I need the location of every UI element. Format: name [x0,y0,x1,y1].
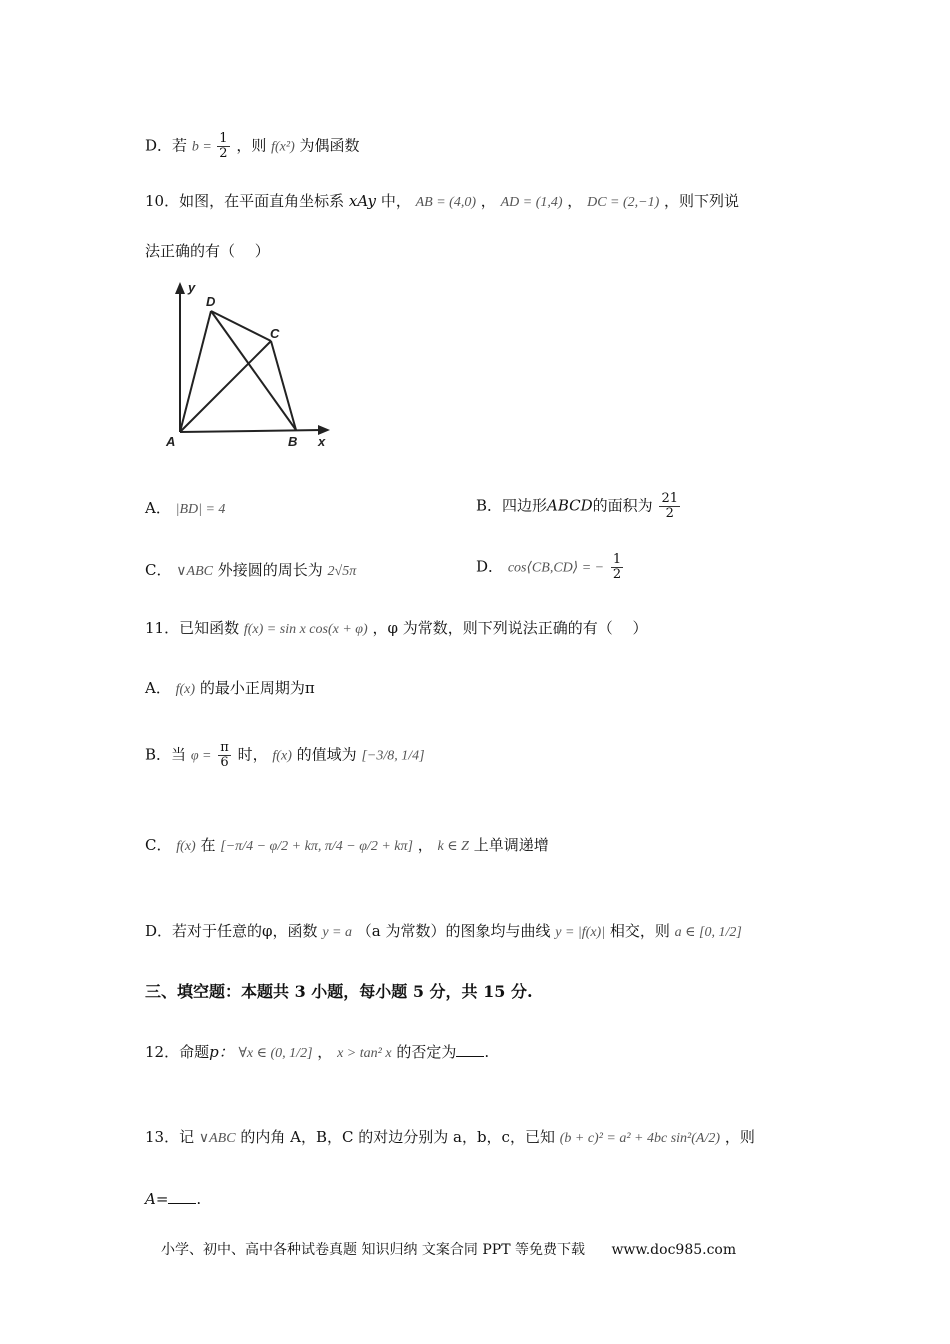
segment-ac [180,341,271,432]
q11-option-c: C． f(x) 在 [−π/4 − φ/2 + kπ, π/4 − φ/2 + kπ] ， k ∈ Z 上单调递增 [145,836,549,854]
label-x: x [318,434,326,449]
section-heading: 三、填空题：本题共 3 小题，每小题 5 分，共 15 分. [145,982,533,1001]
q10-option-a: A． |BD| = 4 [145,499,226,517]
answer-blank[interactable] [456,1042,484,1057]
answer-blank[interactable] [168,1189,196,1204]
footer-link[interactable]: www.doc985.com [611,1242,737,1258]
fraction: $\frac{1}{2}$ [219,131,228,161]
y-arrow-icon [175,282,185,294]
q10-option-b: B．四边形ABCD的面积为 $\frac{21}{2}$ [476,491,679,521]
q10-stem: 10．如图，在平面直角坐标系 xAy 中， AB = (4,0) ， AD = (1,4) ， DC = (2,−1) ，则下列说 [145,192,740,210]
q10-option-c: C． ∨ABC 外接圆的周长为 2√5π [145,561,357,579]
q12-stem: 12．命题p： ∀x ∈ (0, 1/2] ， x > tan² x 的否定为 . [145,1043,490,1061]
label-d: D [206,294,216,309]
q13-stem-line2: A= . [145,1190,202,1208]
label-y: y [188,280,196,295]
q10-figure [160,280,340,450]
q10-stem-line2: 法正确的有（ ） [145,242,270,260]
q11-option-a: A． f(x) 的最小正周期为π [145,679,315,697]
segment-dc [211,311,271,341]
segment-cb [271,341,296,430]
fraction: $\frac{1}{2}$ [612,552,622,582]
q11-stem: 11．已知函数 f(x) = sin x cos(x + φ) ，φ 为常数，则下列说法正确的有（ ） [145,619,648,637]
q13-stem: 13．记 ∨ABC 的内角 A，B，C 的对边分别为 a，b，c，已知 (b + c)² = a² + 4bc sin²(A/2) ，则 [145,1128,755,1146]
q11-option-d: D．若对于任意的φ，函数 y = a （a 为常数）的图象均与曲线 y = |f(x)| 相交，则 a ∈ [0, 1/2] [145,922,742,940]
label-c: C [270,326,280,341]
segment-db [211,311,296,430]
q9-option-d: D．若 b = $\frac{1}{2}$ ，则 f(x²) 为偶函数 [145,131,360,161]
segment-ad [180,311,211,432]
q10-option-d: D． cos⟨CB,CD⟩ = − $\frac{1}{2}$ [476,552,622,582]
fraction: $\frac{21}{2}$ [661,491,679,521]
label-b: B [288,434,298,449]
q11-option-b: B．当 φ = $\frac{\pi}{6}$ 时， f(x) 的值域为 [−3/8, 1/4] [145,740,425,770]
fraction: $\frac{\pi}{6}$ [220,740,229,770]
footer: 小学、初中、高中各种试卷真题 知识归纳 文案合同 PPT 等免费下载 www.doc985.com [161,1242,737,1258]
x-axis [180,430,322,432]
label-a: A [166,434,176,449]
